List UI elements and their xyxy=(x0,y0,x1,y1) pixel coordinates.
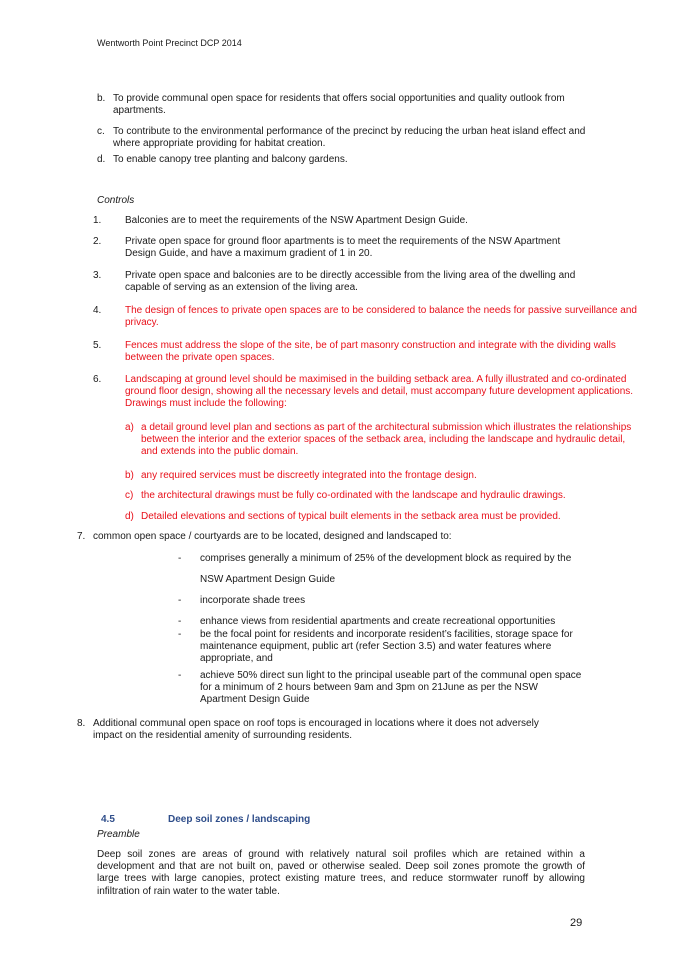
objective-text: To enable canopy tree planting and balcony gardens. xyxy=(113,154,348,165)
dash-item-text: be the focal point for residents and incorporate resident’s facilities, storage space for maintenance equipment, public art (refer Section 3.5) and water features where appropriate, and xyxy=(200,629,573,665)
list-marker: 7. xyxy=(77,531,86,542)
list-marker: b) xyxy=(125,470,134,481)
sub-item-text: a detail ground level plan and sections as part of the architectural submission which illustrates the relationships between the interior and the exterior spaces of the setback area, including the landscape and hydraulic detail, and extends into the public domain. xyxy=(141,422,632,458)
dash-item-text: NSW Apartment Design Guide xyxy=(200,574,336,585)
list-marker: 8. xyxy=(77,718,86,729)
control-text: Fences must address the slope of the site, be of part masonry construction and integrate with the dividing walls between the private open spaces. xyxy=(125,340,616,364)
list-marker: - xyxy=(178,595,182,606)
objective-text: To provide communal open space for residents that offers social opportunities and quality outlook from apartments. xyxy=(113,93,565,117)
list-marker: 2. xyxy=(93,236,102,247)
list-marker: - xyxy=(178,616,182,627)
list-marker: c) xyxy=(125,490,134,501)
preamble-paragraph: Deep soil zones are areas of ground with relatively natural soil profiles which are retained within a development and that are not built on, paved or otherwise sealed. Deep soil zones promote the growth of large trees with large canopies, protect existing mature trees, and reduce stormwater runoff by allowing infiltration of rain water to the water table. xyxy=(97,849,585,897)
control-text: Landscaping at ground level should be maximised in the building setback area. A fully illustrated and co-ordinated ground floor design, showing all the necessary levels and detail, must accompany future development applications. Drawings must include the following: xyxy=(125,374,634,410)
preamble-heading: Preamble xyxy=(97,829,140,840)
controls-heading: Controls xyxy=(97,195,135,206)
section-title: Deep soil zones / landscaping xyxy=(168,814,311,825)
section-number: 4.5 xyxy=(101,814,115,825)
list-marker: - xyxy=(178,553,182,564)
list-marker: a) xyxy=(125,422,134,433)
list-marker: b. xyxy=(97,93,106,104)
list-marker: 4. xyxy=(93,305,102,316)
running-header: Wentworth Point Precinct DCP 2014 xyxy=(97,38,242,48)
dash-item-text: comprises generally a minimum of 25% of the development block as required by the xyxy=(200,553,572,564)
control-text: Additional communal open space on roof tops is encouraged in locations where it does not adversely impact on the residential amenity of surrounding residents. xyxy=(93,718,539,742)
list-marker: - xyxy=(178,629,182,640)
list-marker: 1. xyxy=(93,215,102,226)
control-text: Private open space for ground floor apartments is to meet the requirements of the NSW Apartment Design Guide, and have a maximum gradient of 1 in 20. xyxy=(125,236,561,260)
list-marker: 5. xyxy=(93,340,102,351)
list-marker: - xyxy=(178,670,182,681)
control-text: Private open space and balconies are to be directly accessible from the living area of the dwelling and capable of serving as an extension of the living area. xyxy=(125,270,576,294)
sub-item-text: any required services must be discreetly integrated into the frontage design. xyxy=(141,470,477,481)
objective-text: To contribute to the environmental performance of the precinct by reducing the urban heat island effect and where appropriate providing for habitat creation. xyxy=(113,126,586,150)
control-text: Balconies are to meet the requirements of the NSW Apartment Design Guide. xyxy=(125,215,468,226)
dash-item-text: enhance views from residential apartments and create recreational opportunities xyxy=(200,616,556,627)
control-text: The design of fences to private open spaces are to be considered to balance the needs for passive surveillance and privacy. xyxy=(125,305,637,329)
sub-item-text: Detailed elevations and sections of typical built elements in the setback area must be provided. xyxy=(141,511,561,522)
list-marker: d. xyxy=(97,154,106,165)
page-number: 29 xyxy=(570,917,583,929)
list-marker: 6. xyxy=(93,374,102,385)
list-marker: d) xyxy=(125,511,134,522)
sub-item-text: the architectural drawings must be fully co-ordinated with the landscape and hydraulic drawings. xyxy=(141,490,566,501)
dash-item-text: achieve 50% direct sun light to the principal useable part of the communal open space for a minimum of 2 hours between 9am and 3pm on 21June as per the NSW Apartment Design Guide xyxy=(200,670,582,706)
dash-item-text: incorporate shade trees xyxy=(200,595,306,606)
list-marker: c. xyxy=(97,126,105,137)
list-marker: 3. xyxy=(93,270,102,281)
control-text: common open space / courtyards are to be located, designed and landscaped to: xyxy=(93,531,452,542)
